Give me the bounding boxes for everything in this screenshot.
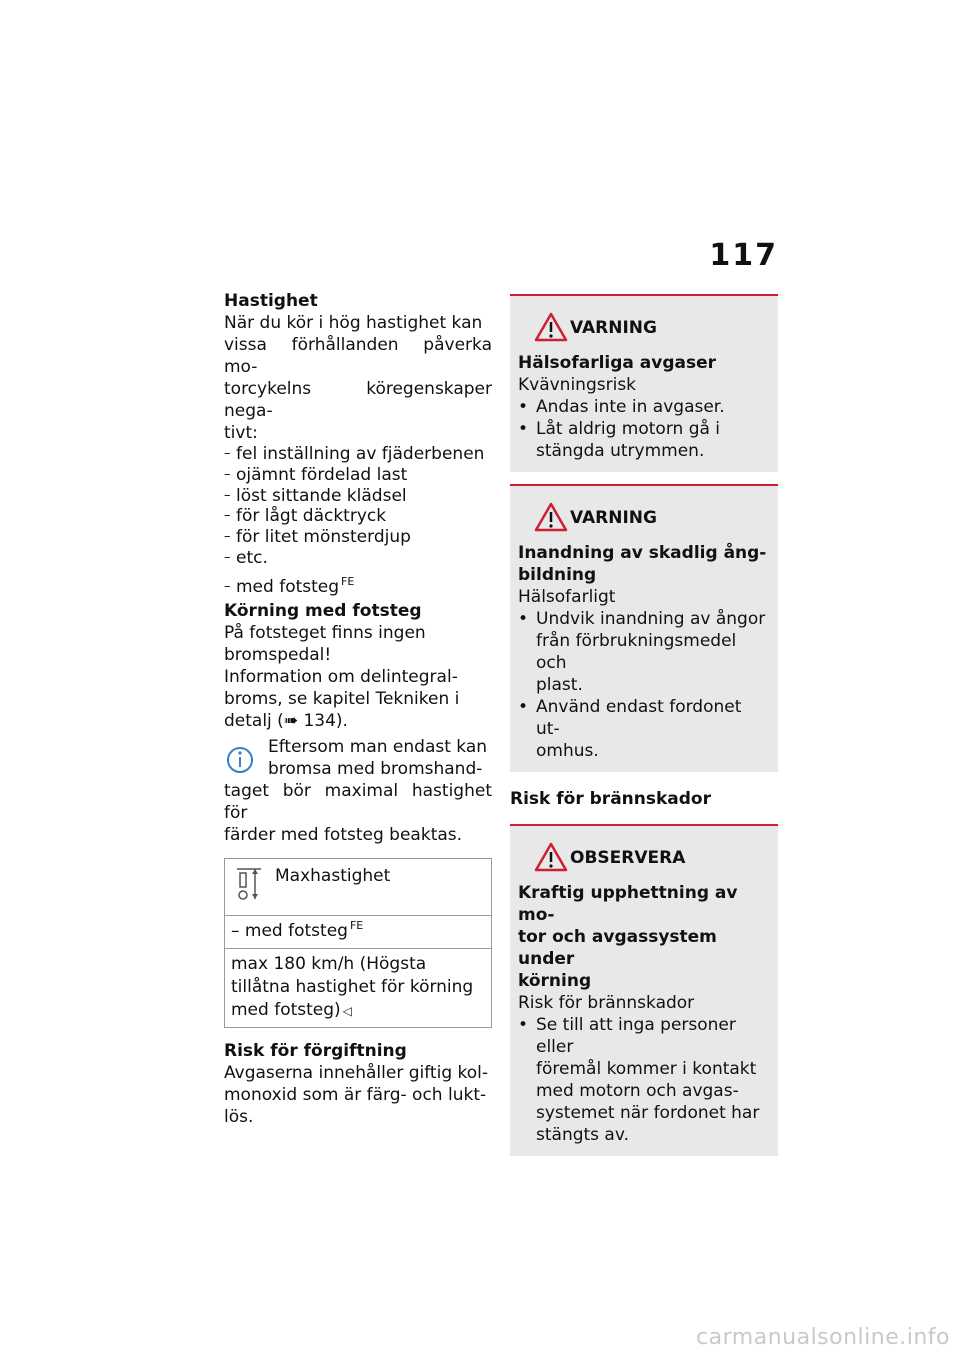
list-item: – för lågt däcktryck: [224, 506, 492, 527]
watermark: carmanualsonline.info: [696, 1325, 950, 1350]
bullet-line: • Använd endast fordonet ut-: [536, 697, 742, 739]
text-line: monoxid som är färg- och lukt-: [224, 1084, 487, 1105]
warning-callout: [510, 294, 778, 472]
end-marker: ◁: [342, 1003, 352, 1018]
text-line: bromspedal!: [224, 644, 332, 665]
bullet-line: • Undvik inandning av ångor: [536, 609, 766, 629]
text-line: Information om delintegral-: [224, 666, 458, 687]
callout-title: VARNING: [570, 508, 657, 528]
table-cell: – med fotsteg $^{FE}$: [225, 915, 492, 948]
bullet-item: [518, 608, 770, 696]
warning-triangle-icon: [534, 842, 568, 872]
table-row: [225, 948, 492, 1027]
table-header-cell: [225, 858, 492, 915]
height-measure-icon: [235, 865, 263, 907]
text-line: broms, se kapitel Tekniken i: [224, 688, 460, 709]
text-line: färder med fotsteg beaktas.: [224, 824, 463, 845]
table-value-line: tillåtna hastighet för körning: [231, 976, 474, 997]
list-item-fotsteg: [224, 574, 492, 600]
korning-text: [224, 622, 492, 732]
bullet-line: stängts av.: [536, 1125, 629, 1145]
fe-superscript: FE: [349, 918, 364, 932]
callout-subtitle: Hälsofarligt: [518, 587, 616, 607]
table-row-label: med fotsteg: [244, 920, 348, 941]
spec-table: [224, 858, 492, 1028]
callout-bullets: [518, 1014, 770, 1146]
fe-superscript: FE: [341, 574, 355, 588]
list-item: – löst sittande klädsel: [224, 486, 492, 507]
callout-heading: Kraftig upphettning av mo-: [518, 883, 738, 925]
table-header-label: Maxhastighet: [275, 865, 391, 886]
callout-heading: bildning: [518, 565, 597, 585]
text-line: lös.: [224, 1106, 254, 1127]
heading-forgiftning: Risk för förgiftning: [224, 1040, 407, 1061]
warning-callout: [510, 484, 778, 772]
info-icon: [226, 740, 254, 774]
text-line: torcykelns köregenskaper nega-: [224, 379, 492, 421]
heading-hastighet: Hastighet: [224, 291, 318, 311]
forgiftning-text: [224, 1062, 492, 1128]
bullet-item: [518, 396, 770, 418]
bullet-line: stängda utrymmen.: [536, 441, 705, 461]
warning-triangle-icon: [534, 312, 568, 342]
info-note: [224, 736, 492, 846]
text-line: Eftersom man endast kan: [268, 736, 488, 757]
bullet-item: [518, 418, 770, 462]
text-line: bromsa med bromshand-: [268, 758, 483, 779]
bullet-line: med motorn och avgas-: [536, 1081, 739, 1101]
table-value-text: med fotsteg): [231, 999, 341, 1020]
callout-heading: tor och avgassystem under: [518, 927, 717, 969]
caution-callout: [510, 824, 778, 1156]
bullet-item: [518, 696, 770, 762]
text-line: vissa förhållanden påverka mo-: [224, 335, 492, 377]
callout-header: [518, 502, 770, 536]
list-item: – etc.: [224, 548, 492, 569]
list-item: – fel inställning av fjäderbenen: [224, 444, 492, 465]
callout-title: OBSERVERA: [570, 848, 686, 868]
bullet-line: föremål kommer i kontakt: [536, 1059, 757, 1079]
callout-heading: Inandning av skadlig ång-: [518, 543, 767, 563]
bullet-item: [518, 1014, 770, 1146]
bullet-line: från förbrukningsmedel och: [536, 631, 737, 673]
bullet-line: systemet när fordonet har: [536, 1103, 760, 1123]
callout-heading: körning: [518, 971, 592, 991]
callout-title: VARNING: [570, 318, 657, 338]
text-line: tivt:: [224, 423, 258, 443]
callout-bullets: [518, 608, 770, 762]
hastighet-intro: [224, 312, 492, 444]
callout-subtitle: Kvävningsrisk: [518, 375, 637, 395]
text-line: taget bör maximal hastighet för: [224, 780, 492, 823]
table-value-line: [231, 999, 485, 1023]
text-line: På fotsteget finns ingen: [224, 622, 426, 643]
callout-header: [518, 842, 770, 876]
bullet-line: omhus.: [536, 741, 599, 761]
text-line: När du kör i hög hastighet kan: [224, 313, 483, 333]
table-row: [225, 858, 492, 915]
callout-header: [518, 312, 770, 346]
text-line: Avgaserna innehåller giftig kol-: [224, 1062, 489, 1083]
fotsteg-list: [224, 574, 492, 600]
table-value-line: max 180 km/h (Högsta: [231, 953, 427, 974]
table-cell: [225, 948, 492, 1027]
table-row: [225, 915, 492, 948]
bullet-line: • Se till att inga personer eller: [536, 1015, 736, 1057]
fotsteg-label: med fotsteg: [236, 576, 340, 597]
callout-bullets: [518, 396, 770, 462]
list-item: – ojämnt fördelad last: [224, 465, 492, 486]
callout-heading: Hälsofarliga avgaser: [518, 353, 717, 373]
heading-korning: Körning med fotsteg: [224, 600, 422, 621]
bullet-line: • Andas inte in avgaser.: [536, 397, 725, 417]
left-column: [224, 290, 492, 1128]
callout-subtitle: Risk för brännskador: [518, 993, 695, 1013]
list-item: – för litet mönsterdjup: [224, 527, 492, 548]
warning-triangle-icon: [534, 502, 568, 532]
conditions-list: [224, 444, 492, 569]
bullet-line: plast.: [536, 675, 583, 695]
bullet-line: • Låt aldrig motorn gå i: [536, 419, 721, 439]
right-column: [510, 294, 778, 1168]
heading-brannskador: Risk för brännskador: [510, 789, 711, 809]
page-number: 117: [709, 238, 778, 273]
page-reference-link[interactable]: detalj (➠ 134).: [224, 710, 348, 731]
